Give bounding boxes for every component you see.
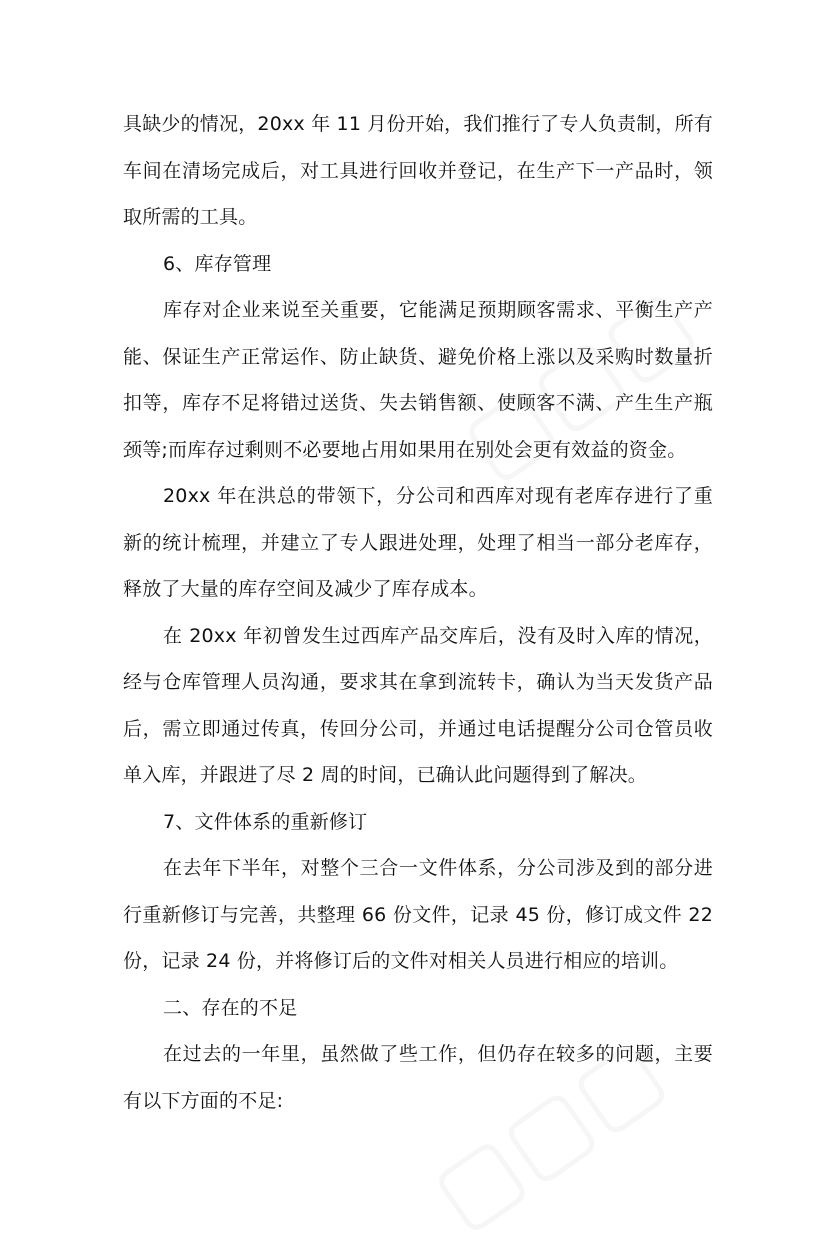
paragraph-shortcomings-intro: 在过去的一年里，虽然做了些工作，但仍存在较多的问题，主要有以下方面的不足:: [123, 1043, 713, 1112]
heading-document-system-revision: 7、文件体系的重新修订: [163, 810, 368, 833]
heading-shortcomings: 二、存在的不足: [163, 996, 298, 1019]
heading-inventory-management: 6、库存管理: [163, 252, 272, 275]
paragraph-document-revision: 在去年下半年，对整个三合一文件体系，分公司涉及到的部分进行重新修订与完善，共整理 66 份文件，记录 45 份，修订成文件 22份，记录 24 份，并将修订后的文件对相关人员进行相应的培训。: [123, 857, 713, 972]
paragraph-tools-continuation: 具缺少的情况，20xx 年 11 月份开始，我们推行了专人负责制，所有车间在清场完成后，对工具进行回收并登记，在生产下一产品时，领取所需的工具。: [123, 113, 713, 228]
document-body: [123, 101, 713, 1124]
paragraph-west-warehouse-issue: 在 20xx 年初曾发生过西库产品交库后，没有及时入库的情况，经与仓库管理人员沟通，要求其在拿到流转卡，确认为当天发货产品后，需立即通过传真，传回分公司，并通过电话提醒分公司仓管员收单入库，并跟进了尽 2 周的时间，已确认此问题得到了解决。: [123, 624, 713, 786]
paragraph-inventory-importance: 库存对企业来说至关重要，它能满足预期顾客需求、平衡生产产能、保证生产正常运作、防止缺货、避免价格上涨以及采购时数量折扣等，库存不足将错过送货、失去销售额、使顾客不满、产生生产瓶颈等;而库存过剩则不必要地占用如果用在别处会更有效益的资金。: [123, 299, 713, 461]
paragraph-old-inventory: 20xx 年在洪总的带领下，分公司和西库对现有老库存进行了重新的统计梳理，并建立了专人跟进处理，处理了相当一部分老库存，释放了大量的库存空间及减少了库存成本。: [123, 485, 713, 600]
